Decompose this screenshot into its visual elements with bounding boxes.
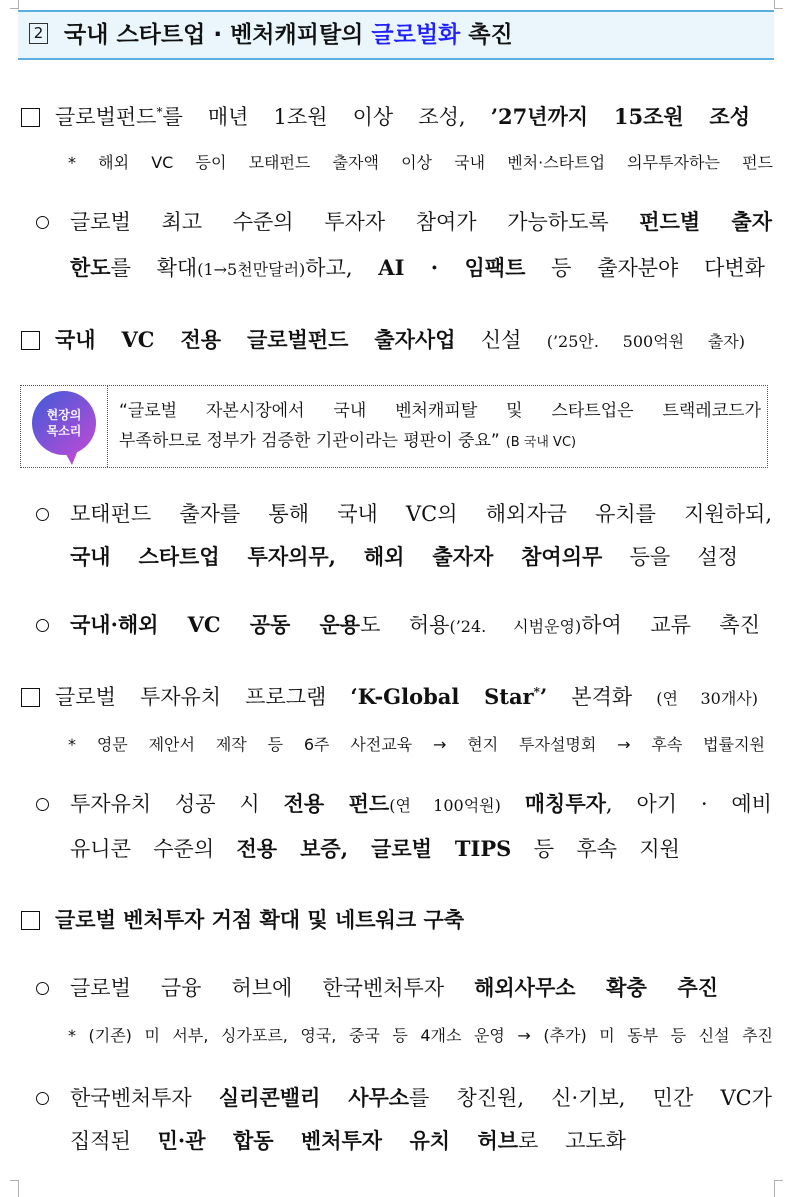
field-voice-box (20, 385, 768, 468)
circle-bullet-icon (36, 982, 49, 995)
body-text: 로 고도화 (518, 1129, 626, 1153)
body-emphasis: 실리콘밸리 사무소 (218, 1085, 410, 1110)
section-4-footnote: * (기존) 미 서부, 싱가포르, 영국, 중국 등 4개소 운영 → (추가) 미 동부 등 신설 추진 (68, 1026, 773, 1045)
section-4-item-2-line-1 (70, 1083, 772, 1113)
circle-bullet-icon (36, 619, 49, 632)
title-highlight: 글로벌화 (371, 22, 461, 48)
heading-text: 신설 (455, 328, 547, 352)
body-emphasis: 국내·해외 VC 공동 운용 (70, 612, 361, 637)
body-text: 도 허용 (360, 613, 450, 637)
heading-emphasis: ’ (539, 684, 548, 709)
section-1-item-1-line-2 (70, 253, 765, 285)
body-parenthetical: (’24. 시범운영) (449, 617, 582, 636)
quote-source: (B 국내 VC) (505, 435, 577, 450)
quote-line: “글로벌 자본시장에서 국내 벤처캐피탈 및 스타트업은 트랙레코드가 (119, 401, 761, 421)
heading-text: 글로벌 투자유치 프로그램 (55, 685, 351, 709)
circle-bullet-icon (36, 508, 49, 521)
heading-parenthetical: (’25안. 500억원 출자) (546, 332, 745, 351)
page-corner-mark (10, 0, 19, 9)
body-text: 등을 설정 (602, 545, 738, 569)
body-text: 글로벌 최고 수준의 투자자 참여가 가능하도록 (70, 210, 640, 234)
section-1-item-1-line-1 (70, 207, 772, 237)
footnote-marker: * (533, 685, 540, 699)
section-4-item-1-line-1 (70, 973, 718, 1003)
body-text: 유니콘 수준의 (70, 837, 237, 861)
circle-bullet-icon (36, 1092, 49, 1105)
body-emphasis: 전용 펀드 (283, 791, 390, 816)
body-emphasis: AI · 임팩트 (378, 255, 526, 280)
body-emphasis: 해외사무소 확충 추진 (474, 975, 718, 1000)
body-text: 를 확대 (110, 256, 198, 280)
body-text: , 아기 · 예비 (605, 792, 772, 816)
heading-emphasis: ‘K-Global Star (350, 684, 534, 709)
section-2-heading (55, 325, 745, 357)
body-text: 집적된 (70, 1129, 158, 1153)
heading-emphasis: 글로벌 벤처투자 거점 확대 및 네트워크 구축 (55, 907, 465, 932)
section-3-heading (55, 682, 758, 715)
box-divider (107, 386, 108, 467)
section-4-heading (55, 905, 755, 935)
section-3-item-1-line-1 (70, 789, 772, 821)
section-number-box: 2 (29, 23, 48, 44)
body-text (501, 792, 525, 816)
body-text: 글로벌 금융 허브에 한국벤처투자 (70, 976, 475, 1000)
body-text: 하고, (305, 256, 379, 280)
circle-bullet-icon (36, 798, 49, 811)
section-4-item-2-line-2 (70, 1126, 626, 1156)
badge-label-line: 목소리 (46, 424, 82, 438)
body-emphasis: 펀드별 출자 (639, 209, 773, 234)
body-emphasis: 국내 스타트업 투자의무, 해외 출자자 참여의무 (70, 544, 603, 569)
section-2-item-1-line-2 (70, 542, 738, 572)
section-title (64, 19, 513, 51)
section-1-footnote: * 해외 VC 등이 모태펀드 출자액 이상 국내 벤처·스타트업 의무투자하는 펀드 (68, 153, 773, 172)
title-text: 촉진 (460, 22, 513, 48)
body-text: 한국벤처투자 (70, 1086, 219, 1110)
body-emphasis: 전용 보증, 글로벌 TIPS (236, 836, 512, 861)
title-text: 국내 스타트업 · 벤처캐피탈의 (64, 22, 372, 48)
body-parenthetical: (1→5천만달러) (197, 260, 306, 279)
section-1-heading (55, 102, 750, 135)
body-emphasis: 한도 (70, 255, 111, 280)
body-text: 등 출자분야 다변화 (525, 256, 765, 280)
section-2-item-2-line-1 (70, 610, 760, 642)
page-corner-mark (10, 1180, 19, 1197)
section-3-item-1-line-2 (70, 834, 680, 864)
body-text: 모태펀드 출자를 통해 국내 VC의 해외자금 유치를 지원하되, (70, 502, 772, 526)
body-text: 투자유치 성공 시 (70, 792, 284, 816)
badge-label (28, 407, 100, 439)
body-text: 등 후속 지원 (511, 837, 680, 861)
badge-label-line: 현장의 (46, 408, 82, 422)
page-corner-mark (774, 1180, 783, 1197)
heading-text: 글로벌펀드 (55, 105, 157, 129)
quote-line (119, 427, 761, 457)
section-2-item-1-line-1 (70, 499, 772, 529)
heading-text: 를 매년 1조원 이상 조성, (162, 105, 491, 129)
page-corner-mark (774, 0, 783, 9)
body-text: 를 창진원, 신·기보, 민간 VC가 (409, 1086, 772, 1110)
footnote-marker: * (156, 105, 163, 119)
heading-text: 본격화 (547, 685, 657, 709)
heading-emphasis: 국내 VC 전용 글로벌펀드 출자사업 (55, 327, 456, 352)
square-bullet-icon (21, 688, 40, 707)
body-text: 하여 교류 촉진 (581, 613, 760, 637)
speech-bubble-icon (28, 389, 102, 467)
square-bullet-icon (21, 911, 40, 930)
circle-bullet-icon (36, 216, 49, 229)
body-emphasis: 민·관 합동 벤처투자 유치 허브 (157, 1128, 519, 1153)
quote-text: 부족하므로 정부가 검증한 기관이라는 평판이 중요” (119, 431, 500, 451)
heading-parenthetical: (연 30개사) (656, 689, 758, 708)
body-emphasis: 매칭투자 (524, 791, 606, 816)
section-3-footnote: * 영문 제안서 제작 등 6주 사전교육 → 현지 투자설명회 → 후속 법률지원 (68, 735, 765, 754)
heading-emphasis: ’27년까지 15조원 조성 (490, 104, 750, 129)
square-bullet-icon (21, 331, 40, 350)
section-header-bar (18, 10, 774, 60)
body-parenthetical: (연 100억원) (389, 796, 501, 815)
square-bullet-icon (21, 108, 40, 127)
